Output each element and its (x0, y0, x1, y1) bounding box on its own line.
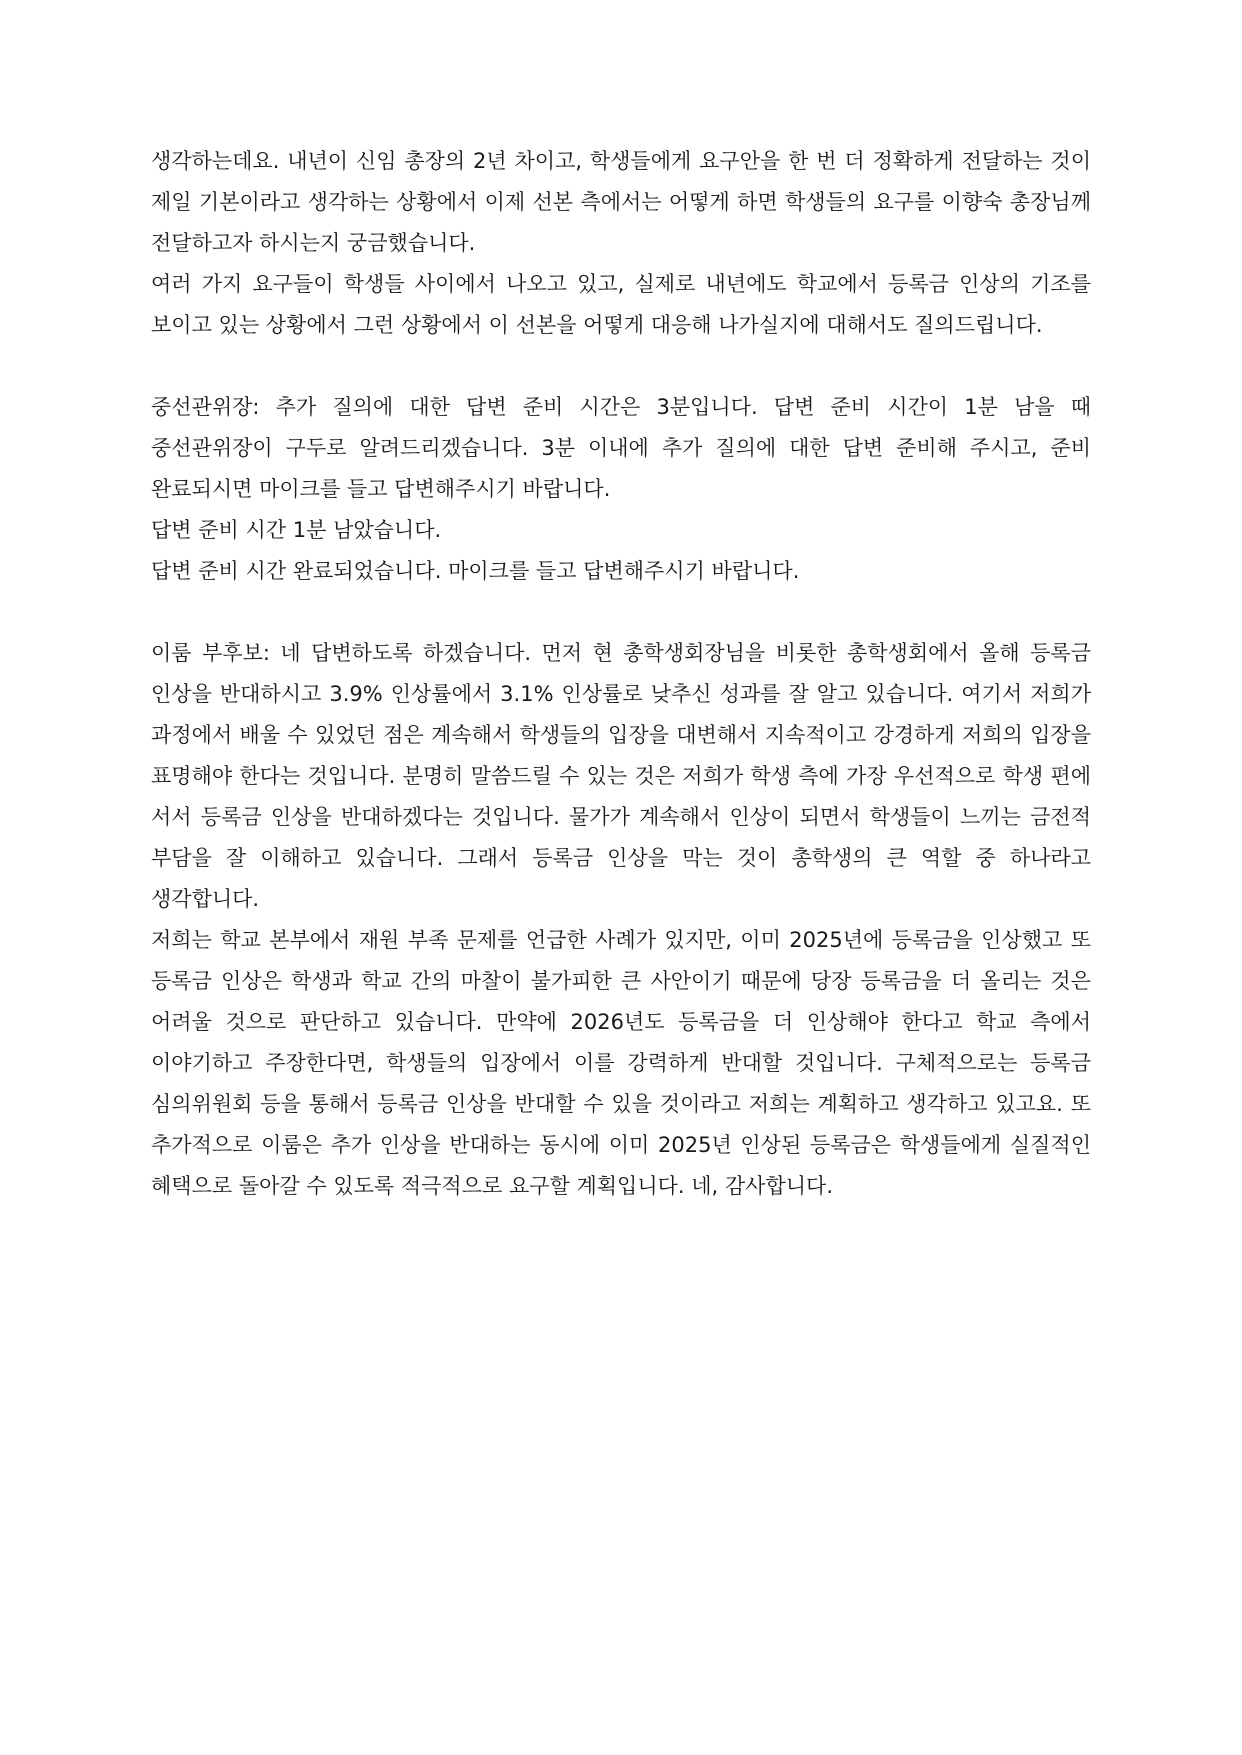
paragraph-candidate-answer-continued: 저희는 학교 본부에서 재원 부족 문제를 언급한 사례가 있지만, 이미 2025년에 등록금을 인상했고 또 등록금 인상은 학생과 학교 간의 마찰이 불가피한 큰 사안이기 때문에 당장 등록금을 더 올리는 것은 어려울 것으로 판단하고 있습니다. 만약에 2026년도 등록금을 더 인상해야 한다고 학교 측에서 이야기하고 주장한다면, 학생들의 입장에서 이를 강력하게 반대할 것입니다. 구체적으로는 등록금 심의위원회 등을 통해서 등록금 인상을 반대할 수 있을 것이라고 저희는 계획하고 생각하고 있고요. 또 추가적으로 이룸은 추가 인상을 반대하는 동시에 이미 2025년 인상된 등록금은 학생들에게 실질적인 혜택으로 돌아갈 수 있도록 적극적으로 요구할 계획입니다. 네, 감사합니다. (151, 928, 1091, 1198)
paragraph-moderator-instructions: 중선관위장: 추가 질의에 대한 답변 준비 시간은 3분입니다. 답변 준비 시간이 1분 남을 때 중선관위장이 구두로 알려드리겠습니다. 3분 이내에 추가 질의에 대한 답변 준비해 주시고, 준비 완료되시면 마이크를 들고 답변해주시기 바랍니다. (151, 395, 1091, 501)
document-page (151, 141, 1091, 1207)
paragraph-moderator-time-up: 답변 준비 시간 완료되었습니다. 마이크를 들고 답변해주시기 바랍니다. (151, 559, 800, 583)
paragraph-candidate-answer: 이룸 부후보: 네 답변하도록 하겠습니다. 먼저 현 총학생회장님을 비롯한 총학생회에서 올해 등록금 인상을 반대하시고 3.9% 인상률에서 3.1% 인상률로 낮추신 성과를 잘 알고 있습니다. 여기서 저희가 과정에서 배울 수 있었던 점은 계속해서 학생들의 입장을 대변해서 지속적이고 강경하게 저희의 입장을 표명해야 한다는 것입니다. 분명히 말씀드릴 수 있는 것은 저희가 학생 측에 가장 우선적으로 학생 편에 서서 등록금 인상을 반대하겠다는 것입니다. 물가가 계속해서 인상이 되면서 학생들이 느끼는 금전적 부담을 잘 이해하고 있습니다. 그래서 등록금 인상을 막는 것이 총학생의 큰 역할 중 하나라고 생각합니다. (151, 641, 1091, 911)
paragraph-moderator-one-minute: 답변 준비 시간 1분 남았습니다. (151, 518, 442, 542)
paragraph-question-tuition: 여러 가지 요구들이 학생들 사이에서 나오고 있고, 실제로 내년에도 학교에서 등록금 인상의 기조를 보이고 있는 상황에서 그런 상황에서 이 선본을 어떻게 대응해 나가실지에 대해서도 질의드립니다. (151, 272, 1091, 337)
paragraph-question-continuation: 생각하는데요. 내년이 신임 총장의 2년 차이고, 학생들에게 요구안을 한 번 더 정확하게 전달하는 것이 제일 기본이라고 생각하는 상황에서 이제 선본 측에서는 어떻게 하면 학생들의 요구를 이향숙 총장님께 전달하고자 하시는지 궁금했습니다. (151, 149, 1091, 255)
